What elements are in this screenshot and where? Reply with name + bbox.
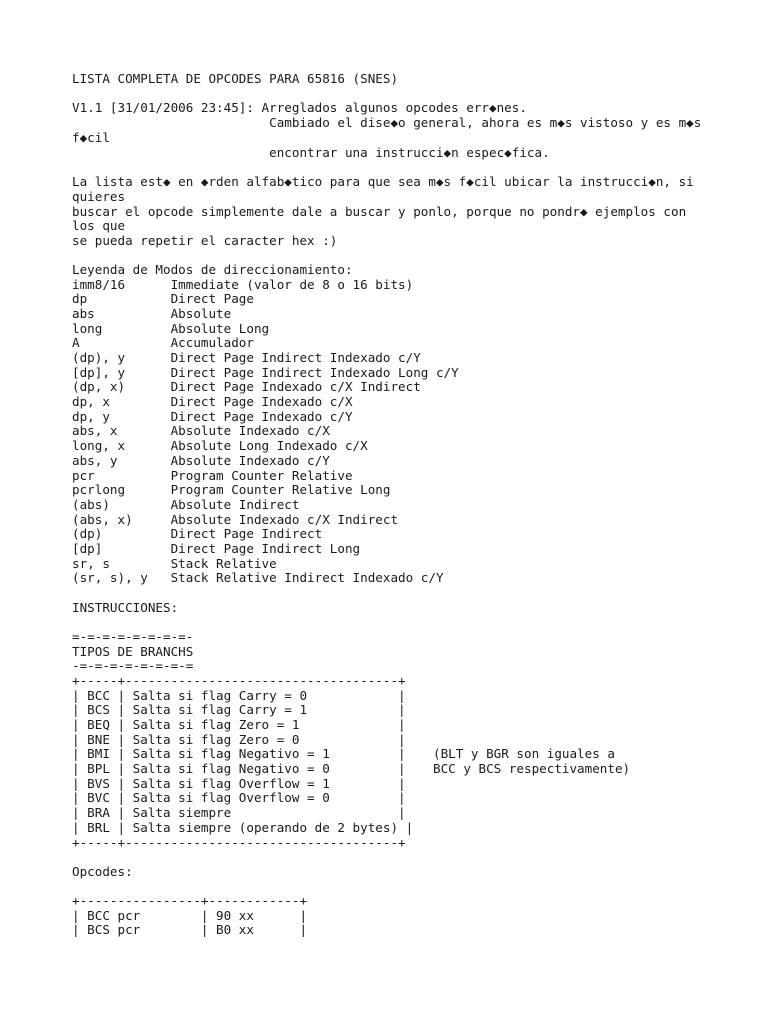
legend-row: imm8/16 Immediate (valor de 8 o 16 bits) xyxy=(72,277,414,292)
legend-row: abs Absolute xyxy=(72,306,232,321)
legend-row: pcr Program Counter Relative xyxy=(72,468,353,483)
legend-row: abs, x Absolute Indexado c/X xyxy=(72,423,330,438)
legend-row: (abs, x) Absolute Indexado c/X Indirect xyxy=(72,512,399,527)
branch-table-row: | BCS | Salta si flag Carry = 1 | xyxy=(72,702,406,717)
version-continuation: Cambiado el dise◆o general, ahora es m◆s vistoso y es m◆s xyxy=(72,115,702,130)
legend-row: long Absolute Long xyxy=(72,321,270,336)
legend-heading: Leyenda de Modos de direccionamiento: xyxy=(72,262,353,277)
branch-table-border: +-----+------------------------------------+ xyxy=(72,673,406,688)
version-continuation: encontrar una instrucci◆n espec◆fica. xyxy=(72,145,550,160)
intro-text: se pueda repetir el caracter hex :) xyxy=(72,233,338,248)
branch-table-row: | BVS | Salta si flag Overflow = 1 | xyxy=(72,776,406,791)
legend-row: A Accumulador xyxy=(72,335,254,350)
intro-text: los que xyxy=(72,218,126,233)
section-rule: =-=-=-=-=-=-=-=- xyxy=(72,629,194,644)
branch-table-row: | BCC | Salta si flag Carry = 0 | xyxy=(72,688,406,703)
intro-text: quieres xyxy=(72,189,126,204)
opcodes-heading: Opcodes: xyxy=(72,864,133,879)
legend-row: (sr, s), y Stack Relative Indirect Indexado c/Y xyxy=(72,570,444,585)
legend-row: abs, y Absolute Indexado c/Y xyxy=(72,453,330,468)
intro-text: buscar el opcode simplemente dale a buscar y ponlo, porque no pondr◆ ejemplos con xyxy=(72,204,687,219)
version-line: V1.1 [31/01/2006 23:45]: Arreglados algunos opcodes err◆nes. xyxy=(72,100,527,115)
legend-row: long, x Absolute Long Indexado c/X xyxy=(72,438,368,453)
branch-table-row: | BRL | Salta siempre (operando de 2 bytes) | xyxy=(72,820,414,835)
legend-row: (dp, x) Direct Page Indexado c/X Indirect xyxy=(72,379,421,394)
branch-table-border: +-----+------------------------------------+ xyxy=(72,835,406,850)
legend-row: dp Direct Page xyxy=(72,291,254,306)
legend-row: dp, y Direct Page Indexado c/Y xyxy=(72,409,353,424)
legend-row: (dp) Direct Page Indirect xyxy=(72,526,323,541)
legend-row: [dp] Direct Page Indirect Long xyxy=(72,541,361,556)
opcode-table-row: | BCC pcr | 90 xx | xyxy=(72,908,308,923)
legend-row: pcrlong Program Counter Relative Long xyxy=(72,482,391,497)
opcode-table-border: +----------------+------------+ xyxy=(72,893,308,908)
document-title: LISTA COMPLETA DE OPCODES PARA 65816 (SNES) xyxy=(72,71,399,86)
intro-text: La lista est◆ en ◆rden alfab◆tico para que sea m◆s f◆cil ubicar la instrucci◆n, si xyxy=(72,174,694,189)
legend-row: (abs) Absolute Indirect xyxy=(72,497,300,512)
legend-row: sr, s Stack Relative xyxy=(72,556,277,571)
branch-types-title: TIPOS DE BRANCHS xyxy=(72,644,194,659)
branch-table-row: | BMI | Salta si flag Negativo = 1 | xyxy=(72,746,406,761)
legend-row: dp, x Direct Page Indexado c/X xyxy=(72,394,353,409)
branch-table-row: | BEQ | Salta si flag Zero = 1 | xyxy=(72,717,406,732)
branch-table-row: | BPL | Salta si flag Negativo = 0 | xyxy=(72,761,406,776)
instructions-heading: INSTRUCCIONES: xyxy=(72,600,179,615)
branch-note: (BLT y BGR son iguales a xyxy=(433,746,615,761)
version-wrap: f◆cil xyxy=(72,130,110,145)
section-rule: -=-=-=-=-=-=-=-= xyxy=(72,658,194,673)
legend-row: (dp), y Direct Page Indirect Indexado c/Y xyxy=(72,350,421,365)
branch-note: BCC y BCS respectivamente) xyxy=(433,761,631,776)
branch-table-row: | BRA | Salta siempre | xyxy=(72,805,406,820)
branch-table-row: | BNE | Salta si flag Zero = 0 | xyxy=(72,732,406,747)
legend-row: [dp], y Direct Page Indirect Indexado Long c/Y xyxy=(72,365,459,380)
branch-table-row: | BVC | Salta si flag Overflow = 0 | xyxy=(72,790,406,805)
opcode-table-row: | BCS pcr | B0 xx | xyxy=(72,922,308,937)
